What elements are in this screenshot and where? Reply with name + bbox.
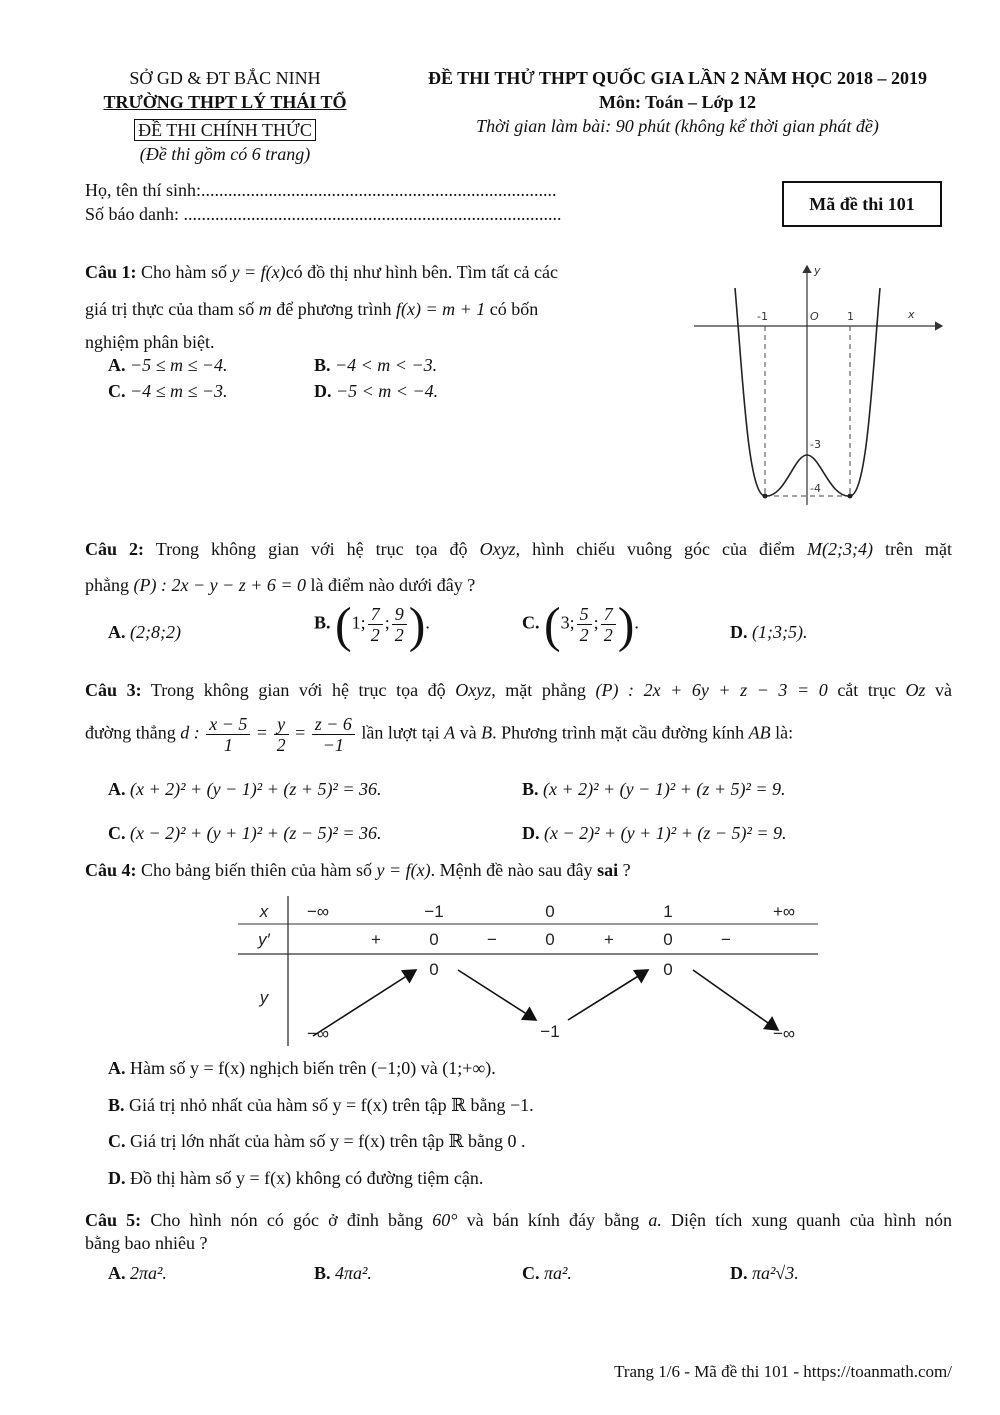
- exam-title: ĐỀ THI THỬ THPT QUỐC GIA LẦN 2 NĂM HỌC 2018 – 2019: [427, 68, 928, 88]
- fraction-denominator: −1: [322, 735, 344, 755]
- q1-equation: f(x) = m + 1: [395, 299, 486, 319]
- x-value: 0: [545, 902, 555, 921]
- q1-line1: [85, 260, 662, 284]
- derivative-sign: +: [371, 930, 381, 949]
- y-axis-label: y: [814, 264, 821, 277]
- option-label: A.: [108, 779, 126, 799]
- option-text: −5 < m < −4.: [336, 381, 439, 401]
- q5-line2: bằng bao nhiêu ?: [85, 1233, 208, 1253]
- option-label: B.: [314, 612, 331, 633]
- fraction-numerator: 7: [368, 604, 383, 625]
- option-label: C.: [108, 823, 126, 843]
- q1-option-a[interactable]: [108, 353, 228, 377]
- x-value: −∞: [306, 902, 330, 921]
- q1-option-c[interactable]: [108, 379, 228, 403]
- q2-text: phẳng: [85, 575, 129, 595]
- option-label: B.: [314, 1263, 331, 1283]
- y-value: 0: [663, 960, 673, 979]
- exam-time: Thời gian làm bài: 90 phút (không kể thời gian phát đề): [476, 116, 879, 136]
- q4-emphasis: sai: [597, 860, 619, 880]
- q5-option-d[interactable]: [730, 1261, 799, 1285]
- q4-option-d[interactable]: [108, 1166, 483, 1190]
- option-label: A.: [108, 355, 126, 375]
- decrease-arrow: [693, 970, 778, 1030]
- q5-option-a[interactable]: [108, 1261, 167, 1285]
- q2-option-a[interactable]: [108, 620, 181, 644]
- derivative-zero: 0: [429, 930, 439, 949]
- q1-function: y = f(x): [231, 262, 286, 282]
- x-value: +∞: [772, 902, 796, 921]
- student-name-line: Họ, tên thí sinh:...............................................................................: [85, 180, 557, 200]
- fraction-numerator: 7: [601, 604, 616, 625]
- option-text: (x − 2)² + (y + 1)² + (z − 5)² = 9.: [544, 823, 787, 843]
- option-text: Giá trị lớn nhất của hàm số y = f(x) trên tập ℝ bằng 0 .: [130, 1131, 526, 1151]
- fraction-denominator: 1: [223, 735, 233, 755]
- student-info: [85, 178, 562, 226]
- fraction-denominator: 2: [276, 735, 286, 755]
- q4-text: . Mệnh đề nào sau đây: [430, 860, 593, 880]
- option-text: πa².: [544, 1263, 572, 1283]
- q5-option-c[interactable]: [522, 1261, 572, 1285]
- q3-option-a[interactable]: [108, 777, 382, 801]
- y-value: 0: [429, 960, 439, 979]
- row-label-y: y: [259, 988, 269, 1007]
- q2-point: M(2;3;4): [807, 539, 874, 559]
- x-value: −1: [424, 902, 444, 921]
- option-label: A.: [108, 1058, 126, 1078]
- q3-line-name: d :: [180, 722, 200, 743]
- q3-point: B: [481, 722, 493, 743]
- q5-label: Câu 5:: [85, 1210, 142, 1230]
- option-text: 1;: [351, 612, 366, 633]
- header-left: [80, 66, 370, 166]
- q5-option-b[interactable]: [314, 1261, 372, 1285]
- q5-text: Diện tích xung quanh của hình nón: [671, 1210, 953, 1230]
- decrease-arrow: [458, 970, 536, 1020]
- q1-option-d[interactable]: [314, 379, 438, 403]
- y-value-label: -4: [810, 482, 821, 495]
- q1-text: Cho hàm số: [141, 262, 228, 282]
- q3-text: và: [459, 722, 477, 743]
- q2-line2: [85, 573, 952, 597]
- option-text: Hàm số y = f(x) nghịch biến trên (−1;0) và (1;+∞).: [130, 1058, 496, 1078]
- q3-text: lần lượt tại: [361, 722, 440, 743]
- y-value: −∞: [772, 1024, 796, 1043]
- q1-text: giá trị thực của tham số: [85, 299, 255, 319]
- q4-line1: [85, 858, 952, 882]
- option-text: (2;8;2): [130, 622, 181, 642]
- x-tick-label: 1: [847, 310, 854, 323]
- option-label: A.: [108, 1263, 126, 1283]
- q1-text: có đồ thị như hình bên. Tìm tất cả các: [285, 262, 559, 282]
- q3-line1: [85, 678, 952, 702]
- q3-option-c[interactable]: [108, 821, 382, 845]
- q3-text: . Phương trình mặt cầu đường kính: [492, 722, 745, 743]
- q2-plane: (P) : 2x − y − z + 6 = 0: [133, 575, 307, 595]
- q3-text: đường thẳng: [85, 722, 176, 743]
- student-id-line: Số báo danh: ....................................................................................: [85, 204, 562, 224]
- page-footer: Trang 1/6 - Mã đề thi 101 - https://toanmath.com/: [614, 1362, 952, 1381]
- q1-text: có bốn: [489, 299, 539, 319]
- q4-label: Câu 4:: [85, 860, 137, 880]
- exam-subject: Môn: Toán – Lớp 12: [598, 92, 757, 112]
- y-value: −∞: [306, 1024, 330, 1043]
- q3-segment: AB: [748, 722, 771, 743]
- fraction-numerator: x − 5: [206, 714, 250, 735]
- option-label: C.: [108, 1131, 126, 1151]
- q5-text: và bán kính đáy bằng: [466, 1210, 640, 1230]
- q5-line1: [85, 1208, 952, 1232]
- official-badge: ĐỀ THI CHÍNH THỨC: [134, 119, 316, 141]
- exam-code-box: Mã đề thi 101: [782, 181, 942, 227]
- q2-text: , hình chiếu vuông góc của điểm: [515, 539, 796, 559]
- q3-axis: Oz: [905, 680, 926, 700]
- q3-label: Câu 3:: [85, 680, 142, 700]
- q4-option-a[interactable]: [108, 1056, 496, 1080]
- q3-option-d[interactable]: [522, 821, 787, 845]
- option-text: πa²√3.: [752, 1263, 799, 1283]
- fraction-denominator: 2: [370, 625, 380, 645]
- row-label-yprime: y′: [258, 930, 270, 949]
- q1-function-graph: [690, 260, 952, 510]
- derivative-sign: −: [721, 930, 731, 949]
- q3-text: cắt trục: [837, 680, 896, 700]
- q3-point: A: [444, 722, 456, 743]
- q2-system: Oxyz: [479, 539, 516, 559]
- option-label: D.: [314, 381, 332, 401]
- fraction-numerator: y: [274, 714, 289, 735]
- option-text: −4 ≤ m ≤ −3.: [130, 381, 228, 401]
- x-tick-label: -1: [757, 310, 768, 323]
- option-label: C.: [522, 1263, 540, 1283]
- option-label: A.: [108, 622, 126, 642]
- option-text: 3;: [560, 612, 575, 633]
- option-label: C.: [108, 381, 126, 401]
- option-label: C.: [522, 612, 540, 633]
- option-label: B.: [108, 1095, 125, 1115]
- q2-option-b[interactable]: B. (1; $\frac{7}{2}$ ; $\frac{9}{2}$ ).: [314, 596, 430, 653]
- q4-option-c[interactable]: [108, 1129, 526, 1153]
- minimum-point: [848, 494, 853, 499]
- q2-option-c[interactable]: C. (3; $\frac{5}{2}$ ; $\frac{7}{2}$ ).: [522, 596, 639, 653]
- q4-text: Cho bảng biến thiên của hàm số: [141, 860, 372, 880]
- q2-text: Trong không gian với hệ trục tọa độ: [155, 539, 468, 559]
- fraction-numerator: 9: [392, 604, 407, 625]
- option-text: −5 ≤ m ≤ −4.: [130, 355, 228, 375]
- q2-option-d[interactable]: [730, 620, 807, 644]
- derivative-sign: +: [604, 930, 614, 949]
- option-label: B.: [522, 779, 539, 799]
- q1-option-b[interactable]: [314, 353, 437, 377]
- q2-line1: [85, 537, 952, 561]
- option-text: 2πa².: [130, 1263, 167, 1283]
- option-text: −4 < m < −3.: [335, 355, 438, 375]
- fraction-numerator: 5: [577, 604, 592, 625]
- header-right: [390, 66, 965, 138]
- option-text: (x + 2)² + (y − 1)² + (z + 5)² = 9.: [543, 779, 786, 799]
- q1-line3: nghiệm phân biệt.: [85, 332, 215, 352]
- option-label: D.: [522, 823, 540, 843]
- derivative-zero: 0: [663, 930, 673, 949]
- q3-system: Oxyz: [455, 680, 492, 700]
- q4-text: ?: [622, 860, 631, 880]
- q1-line2: [85, 297, 662, 321]
- derivative-sign: −: [487, 930, 497, 949]
- increase-arrow: [568, 970, 648, 1020]
- y-value: −1: [540, 1022, 560, 1041]
- row-label-x: x: [259, 902, 269, 921]
- q4-option-b[interactable]: [108, 1093, 534, 1117]
- option-label: D.: [730, 1263, 748, 1283]
- q1-text: để phương trình: [276, 299, 392, 319]
- option-text: (1;3;5).: [752, 622, 808, 642]
- q2-text: trên mặt: [885, 539, 953, 559]
- option-label: D.: [108, 1168, 126, 1188]
- fraction-denominator: 2: [603, 625, 613, 645]
- q3-line2: đường thẳng d : $\frac{x - 5}{1}$ = $\frac{y}{2}$ = $\frac{z - 6}{-1}$ lần lượt tại A và B. Phương trình mặt cầu đường kính AB là:: [85, 714, 794, 755]
- x-axis-label: x: [908, 308, 915, 321]
- option-text: Giá trị nhỏ nhất của hàm số y = f(x) trên tập ℝ bằng −1.: [129, 1095, 534, 1115]
- q3-text: là:: [775, 722, 794, 743]
- q5-radius: a.: [648, 1210, 662, 1230]
- q1-param: m: [258, 299, 272, 319]
- variation-table: [238, 896, 818, 1046]
- origin-label: O: [810, 310, 819, 323]
- q1-label: Câu 1:: [85, 262, 137, 282]
- y-value-label: -3: [810, 438, 821, 451]
- q2-label: Câu 2:: [85, 539, 145, 559]
- x-value: 1: [663, 902, 673, 921]
- q3-option-b[interactable]: [522, 777, 786, 801]
- option-text: 4πa².: [335, 1263, 372, 1283]
- option-text: Đồ thị hàm số y = f(x) không có đường tiệm cận.: [130, 1168, 484, 1188]
- q5-angle: 60°: [432, 1210, 458, 1230]
- option-text: (x + 2)² + (y − 1)² + (z + 5)² = 36.: [130, 779, 382, 799]
- school-name: TRƯỜNG THPT LÝ THÁI TỔ: [103, 92, 347, 112]
- option-label: D.: [730, 622, 748, 642]
- fraction-denominator: 2: [579, 625, 589, 645]
- q3-plane: (P) : 2x + 6y + z − 3 = 0: [595, 680, 828, 700]
- q4-function: y = f(x): [376, 860, 431, 880]
- department-name: SỞ GD & ĐT BẮC NINH: [129, 68, 321, 88]
- derivative-zero: 0: [545, 930, 555, 949]
- fraction-numerator: z − 6: [312, 714, 355, 735]
- q3-text: , mặt phẳng: [491, 680, 586, 700]
- pages-note: (Đề thi gồm có 6 trang): [139, 144, 311, 164]
- option-text: (x − 2)² + (y + 1)² + (z − 5)² = 36.: [130, 823, 382, 843]
- q5-text: Cho hình nón có góc ở đỉnh bằng: [150, 1210, 424, 1230]
- q3-text: và: [935, 680, 953, 700]
- fraction-denominator: 2: [394, 625, 404, 645]
- q3-text: Trong không gian với hệ trục tọa độ: [150, 680, 446, 700]
- q2-text: là điểm nào dưới đây ?: [310, 575, 476, 595]
- option-label: B.: [314, 355, 331, 375]
- minimum-point: [763, 494, 768, 499]
